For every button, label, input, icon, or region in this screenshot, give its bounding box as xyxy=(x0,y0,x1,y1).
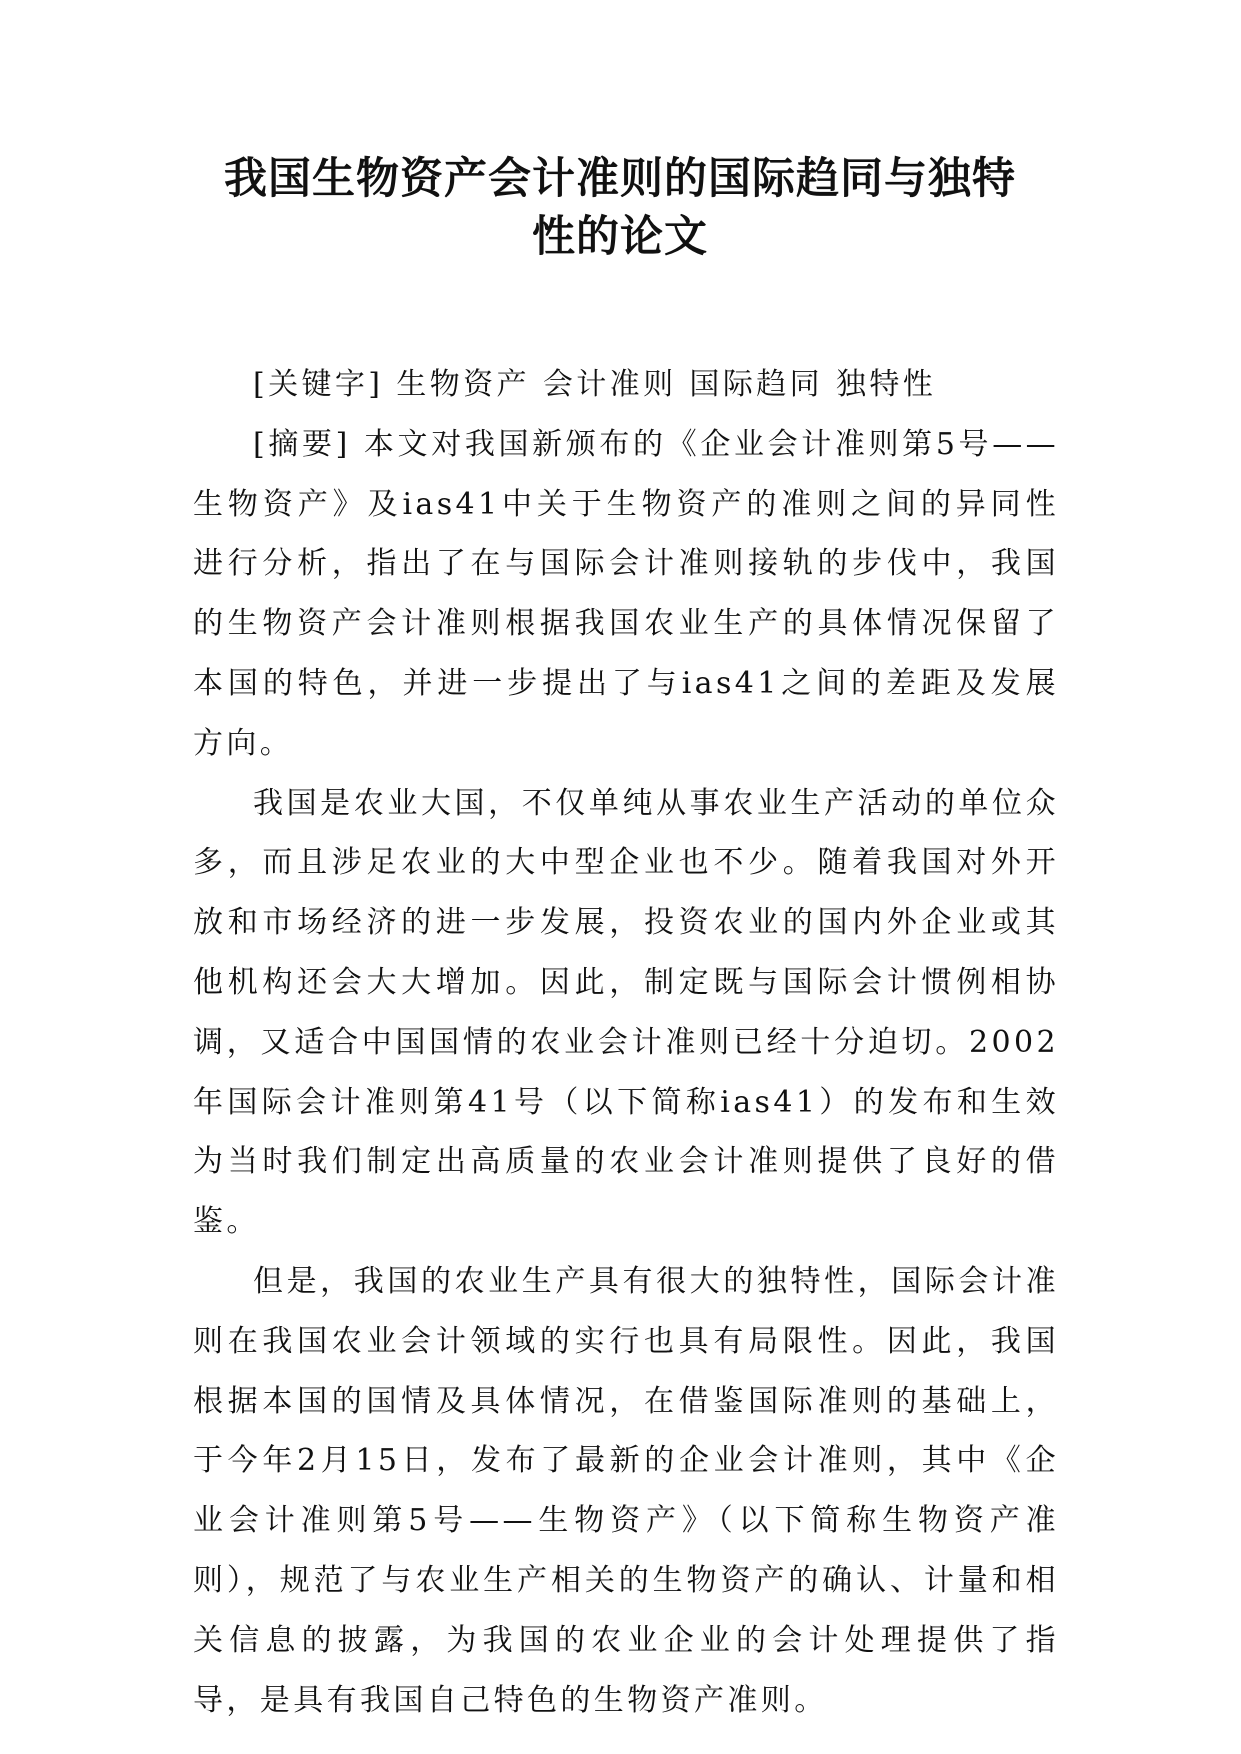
abstract-paragraph: [摘要] 本文对我国新颁布的《企业会计准则第5号——生物资产》及ias41中关于生物资产的准则之间的异同性进行分析，指出了在与国际会计准则接轨的步伐中，我国的生物资产会计准则根据我国农业生产的具体情况保留了本国的特色，并进一步提出了与ias41之间的差距及发展方向。 xyxy=(193,426,1059,761)
document-title-line-2: 性的论文 xyxy=(532,212,708,262)
document-title-line-1: 我国生物资产会计准则的国际趋同与独特 xyxy=(224,154,1016,204)
document-title xyxy=(190,150,1050,266)
document-body xyxy=(193,355,1059,1730)
keywords-paragraph: [关键字] 生物资产 会计准则 国际趋同 独特性 xyxy=(253,367,937,402)
body-paragraph-1: 我国是农业大国，不仅单纯从事农业生产活动的单位众多，而且涉足农业的大中型企业也不少。随着我国对外开放和市场经济的进一步发展，投资农业的国内外企业或其他机构还会大大增加。因此，制定既与国际会计惯例相协调，又适合中国国情的农业会计准则已经十分迫切。2002年国际会计准则第41号（以下简称ias41）的发布和生效为当时我们制定出高质量的农业会计准则提供了良好的借鉴。 xyxy=(193,785,1059,1240)
body-paragraph-2: 但是，我国的农业生产具有很大的独特性，国际会计准则在我国农业会计领域的实行也具有局限性。因此，我国根据本国的国情及具体情况，在借鉴国际准则的基础上，于今年2月15日，发布了最新的企业会计准则，其中《企业会计准则第5号——生物资产》（以下简称生物资产准则），规范了与农业生产相关的生物资产的确认、计量和相关信息的披露，为我国的农业企业的会计处理提供了指导，是具有我国自己特色的生物资产准则。 xyxy=(193,1263,1059,1718)
